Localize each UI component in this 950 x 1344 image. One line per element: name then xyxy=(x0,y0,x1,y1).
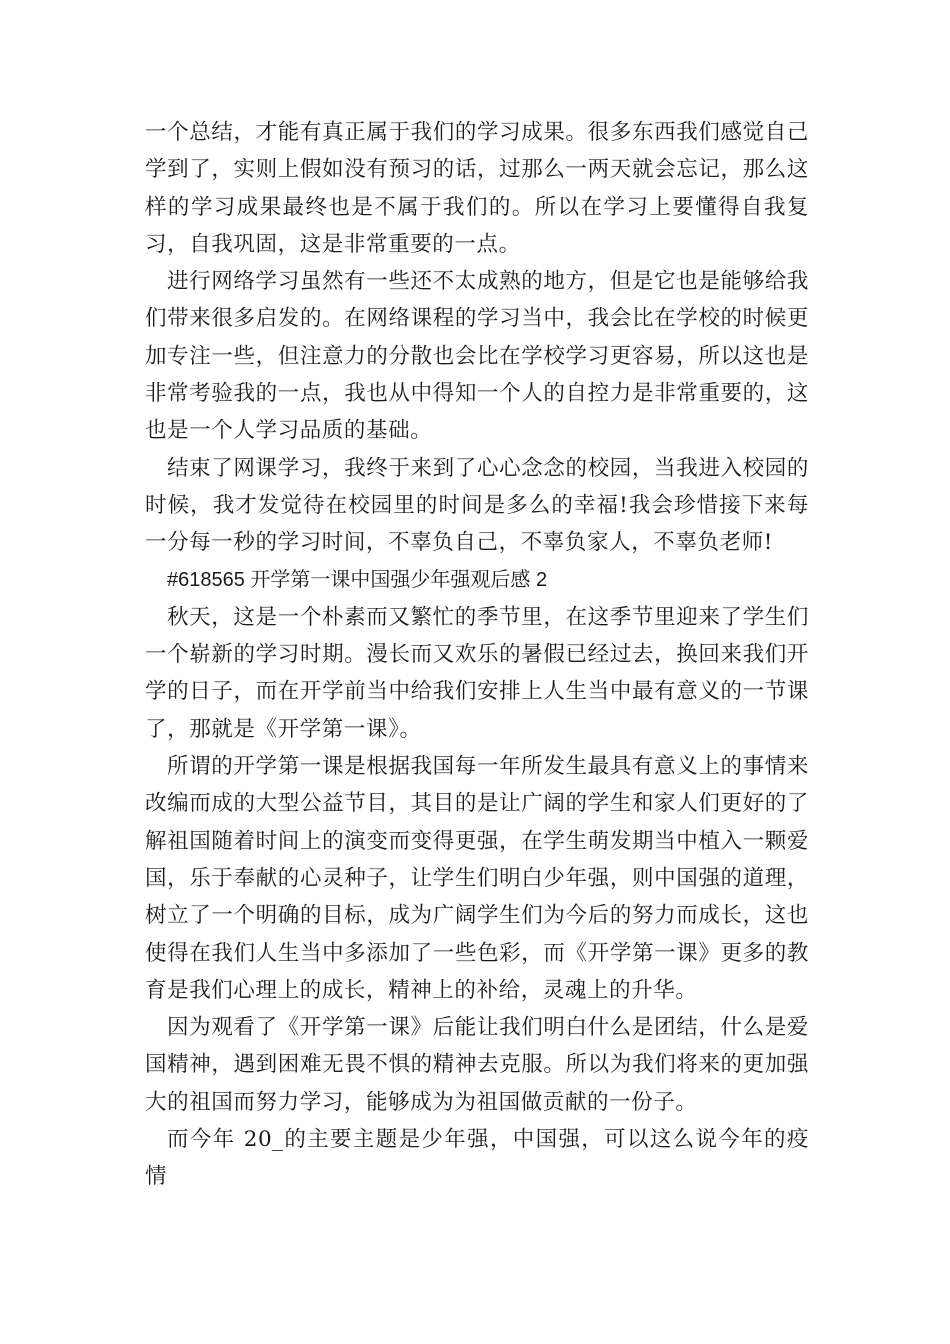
section-heading: #618565 开学第一课中国强少年强观后感 2 xyxy=(167,568,548,591)
paragraph: 进行网络学习虽然有一些还不太成熟的地方，但是它也是能够给我们带来很多启发的。在网络课程的学习当中，我会比在学校的时候更加专注一些，但注意力的分散也会比在学校学习更容易，所以这也是非常考验我的一点，我也从中得知一个人的自控力是非常重要的，这也是一个人学习品质的基础。 xyxy=(145,269,809,444)
paragraph: 所谓的开学第一课是根据我国每一年所发生最具有意义上的事情来改编而成的大型公益节目，其目的是让广阔的学生和家人们更好的了解祖国随着时间上的演变而变得更强，在学生萌发期当中植入一颗爱国，乐于奉献的心灵种子，让学生们明白少年强，则中国强的道理，树立了一个明确的目标，成为广阔学生们为今后的努力而成长，这也使得在我们人生当中多添加了一些色彩，而《开学第一课》更多的教育是我们心理上的成长，精神上的补给，灵魂上的升华。 xyxy=(145,754,809,1003)
paragraph: 秋天，这是一个朴素而又繁忙的季节里，在这季节里迎来了学生们一个崭新的学习时期。漫长而又欢乐的暑假已经过去，换回来我们开学的日子，而在开学前当中给我们安排上人生当中最有意义的一节课了，那就是《开学第一课》。 xyxy=(145,604,809,742)
paragraph: 一个总结，才能有真正属于我们的学习成果。很多东西我们感觉自己学到了，实则上假如没有预习的话，过那么一两天就会忘记，那么这样的学习成果最终也是不属于我们的。所以在学习上要懂得自我复习，自我巩固，这是非常重要的一点。 xyxy=(145,120,809,257)
paragraph: 而今年 20_的主要主题是少年强，中国强，可以这么说今年的疫情 xyxy=(145,1127,809,1190)
paragraph: 结束了网课学习，我终于来到了心心念念的校园，当我进入校园的时候，我才发觉待在校园里的时间是多么的幸福!我会珍惜接下来每一分每一秒的学习时间，不辜负自己，不辜负家人，不辜负老师! xyxy=(145,455,809,556)
document-body xyxy=(145,114,809,1196)
paragraph: 因为观看了《开学第一课》后能让我们明白什么是团结，什么是爱国精神，遇到困难无畏不惧的精神去克服。所以为我们将来的更加强大的祖国而努力学习，能够成为为祖国做贡献的一份子。 xyxy=(145,1015,809,1115)
